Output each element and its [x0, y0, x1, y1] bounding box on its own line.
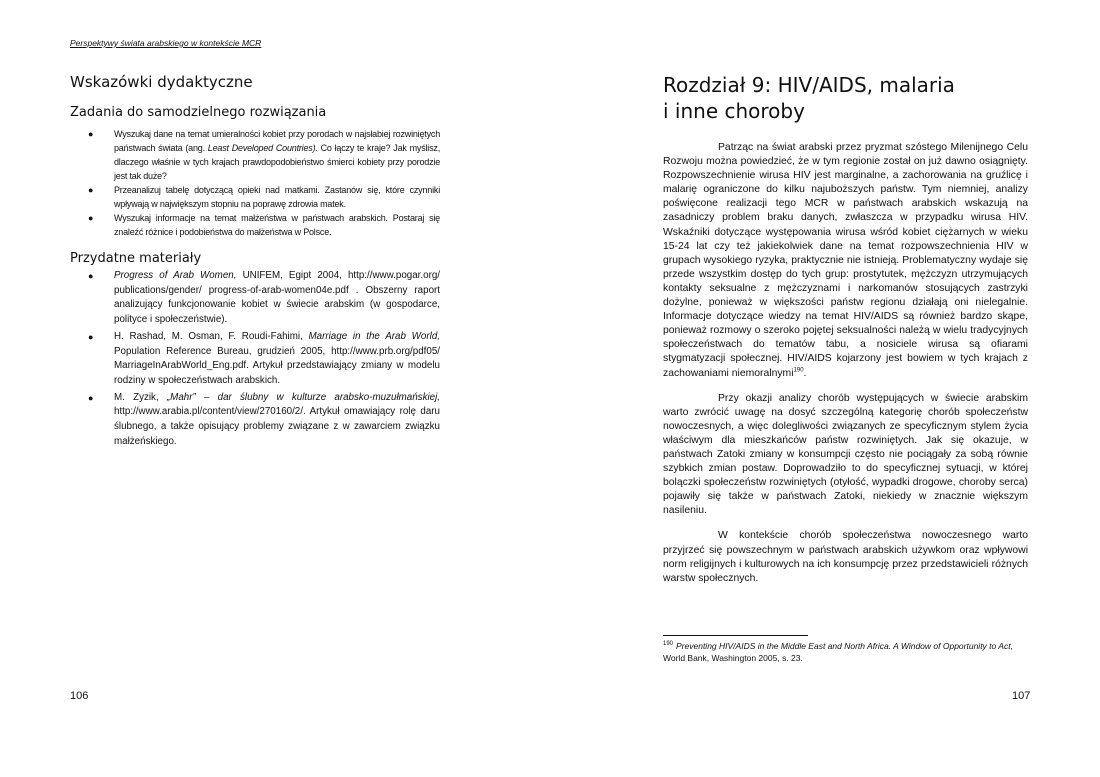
chapter-body: [663, 141, 1028, 597]
bullet-icon: ●: [88, 331, 94, 342]
footnote-divider: [663, 635, 808, 636]
running-head: Perspektywy świata arabskiego w kontekście MCR: [70, 38, 262, 48]
footnote: $^{190}$ Preventing HIV/AIDS in the Middle East and North Africa. A Window of Opportunity to Act, World Bank, Washington 2005, s. 23.: [663, 641, 1013, 663]
materials-list: [88, 269, 440, 451]
bullet-icon: ●: [88, 271, 94, 281]
chapter-title: Rozdział 9: HIV/AIDS, malaria i inne choroby: [663, 73, 955, 123]
bullet-icon: ●: [88, 392, 94, 403]
bullet-icon: ●: [88, 213, 94, 223]
page-number: 106: [70, 690, 89, 702]
list-item: ● H. Rashad, M. Osman, F. Roudi-Fahimi, Marriage in the Arab World, Population Reference Bureau, grudzień 2005, http://www.prb.org/pdf05/ MarriageInArabWorld_Eng.pdf. Artykuł przedstawiający zmiany w modelu rodziny w społeczeństwach arabskich.: [88, 330, 440, 386]
bullet-icon: ●: [88, 185, 94, 195]
bullet-icon: ●: [88, 129, 94, 139]
right-page: [550, 0, 1100, 777]
list-item: ● Wyszukaj dane na temat umieralności kobiet przy porodach w najsłabiej rozwiniętych państwach świata (ang. Least Developed Countries). Co łączy te kraje? Jak myślisz, dlaczego właśnie w tych krajach prawdopodobieństwo śmierci kobiety przy porodzie jest tak duże?: [88, 129, 440, 181]
list-item: ● Przeanalizuj tabelę dotyczącą opieki nad matkami. Zastanów się, które czynniki wpływają w największym stopniu na poprawę zdrowia matek.: [88, 185, 440, 209]
tasks-list: [88, 127, 440, 239]
materials-heading: Przydatne materiały: [70, 251, 202, 266]
list-item: ● Progress of Arab Women, UNIFEM, Egipt 2004, http://www.pogar.org/ publications/gender/ progress-of-arab-women04e.pdf . Obszerny raport analizujący funkcjonowanie kobiet w świecie arabskim (w gospodarce, polityce i społeczeństwie).: [88, 270, 440, 326]
tasks-heading: Zadania do samodzielnego rozwiązania: [70, 105, 327, 120]
list-item: ● M. Zyzik, „Mahr” – dar ślubny w kulturze arabsko-muzułmańskiej, http://www.arabia.pl/content/view/270160/2/. Artykuł omawiający rolę daru ślubnego, a także opisujący problemy związane z w zawarciem związku małżeńskiego.: [88, 391, 440, 447]
paragraph: Patrząc na świat arabski przez pryzmat szóstego Milenijnego Celu Rozwoju można powiedzieć, że w tym regionie został on już dawno osiągnięty. Rozpowszechnienie wirusa HIV jest marginalne, a zachorowania na gruźlicę i malarię ograniczone do kilku najuboższych państw. Tym niemniej, analizy poświęcone realizacji tego MCR w państwach arabskich wskazują na zasadniczy problem braku danych, zwłaszcza w przypadku wirusa HIV. Wskaźniki dotyczące występowania wirusa wśród kobiet ciężarnych w wieku 15-24 lat czy też jakiekolwiek dane na temat rozpowszechnienia HIV w grupach wysokiego ryzyka, praktycznie nie istnieją. Problematyczny wydaje się przede wszystkim dostęp do tych grup: prostytutek, mężczyzn utrzymujących kontakty seksualne z mężczyznami i narkomanów stosujących zastrzyki dożylne, ponieważ w większości państw regionu działają oni nielegalnie. Informacje dotyczące wiedzy na temat HIV/AIDS są również bardzo skąpe, ponieważ rozmowy o szeroko pojętej seksualności należą w wielu tradycyjnych społeczeństwach do tematów tabu, a nosiciele wirusa są ofiarami stygmatyzacji społecznej. HIV/AIDS kojarzony jest bowiem w tych krajach z zachowaniami niemoralnymi$^{190}$.: [663, 142, 1028, 379]
paragraph: Przy okazji analizy chorób występujących w świecie arabskim warto zwrócić uwagę na dosyć szczególną kategorię chorób społeczeństw nowoczesnych, a więc dolegliwości związanych ze specyficznym stylem życia właściwym dla mieszkańców państw rozwiniętych. Jak się okazuje, w państwach Zatoki zmiany w konsumpcji często nie pociągały za sobą równie szybkich zmian postaw. Doprowadziło to do specyficznej sytuacji, w której bolączki społeczeństw rozwiniętych (otyłość, wypadki drogowe, choroby serca) pojawiły się także w państwach Zatoki, niekiedy w znacznie większym nasileniu.: [663, 392, 1028, 517]
paragraph: W kontekście chorób społeczeństwa nowoczesnego warto przyjrzeć się powszechnym w państwach arabskich używkom oraz wpływowi norm religijnych i kulturowych na ich konsumpcję przez przedstawicieli różnych warstw społecznych.: [663, 530, 1028, 584]
list-item: ● Wyszukaj informacje na temat małżeństwa w państwach arabskich. Postaraj się znaleźć różnice i podobieństwa do małżeństwa w Polsce.: [88, 213, 440, 237]
footnote-reference[interactable]: 190: [793, 367, 804, 374]
page-number: 107: [1012, 690, 1031, 702]
section-heading-didactic: Wskazówki dydaktyczne: [70, 73, 253, 91]
